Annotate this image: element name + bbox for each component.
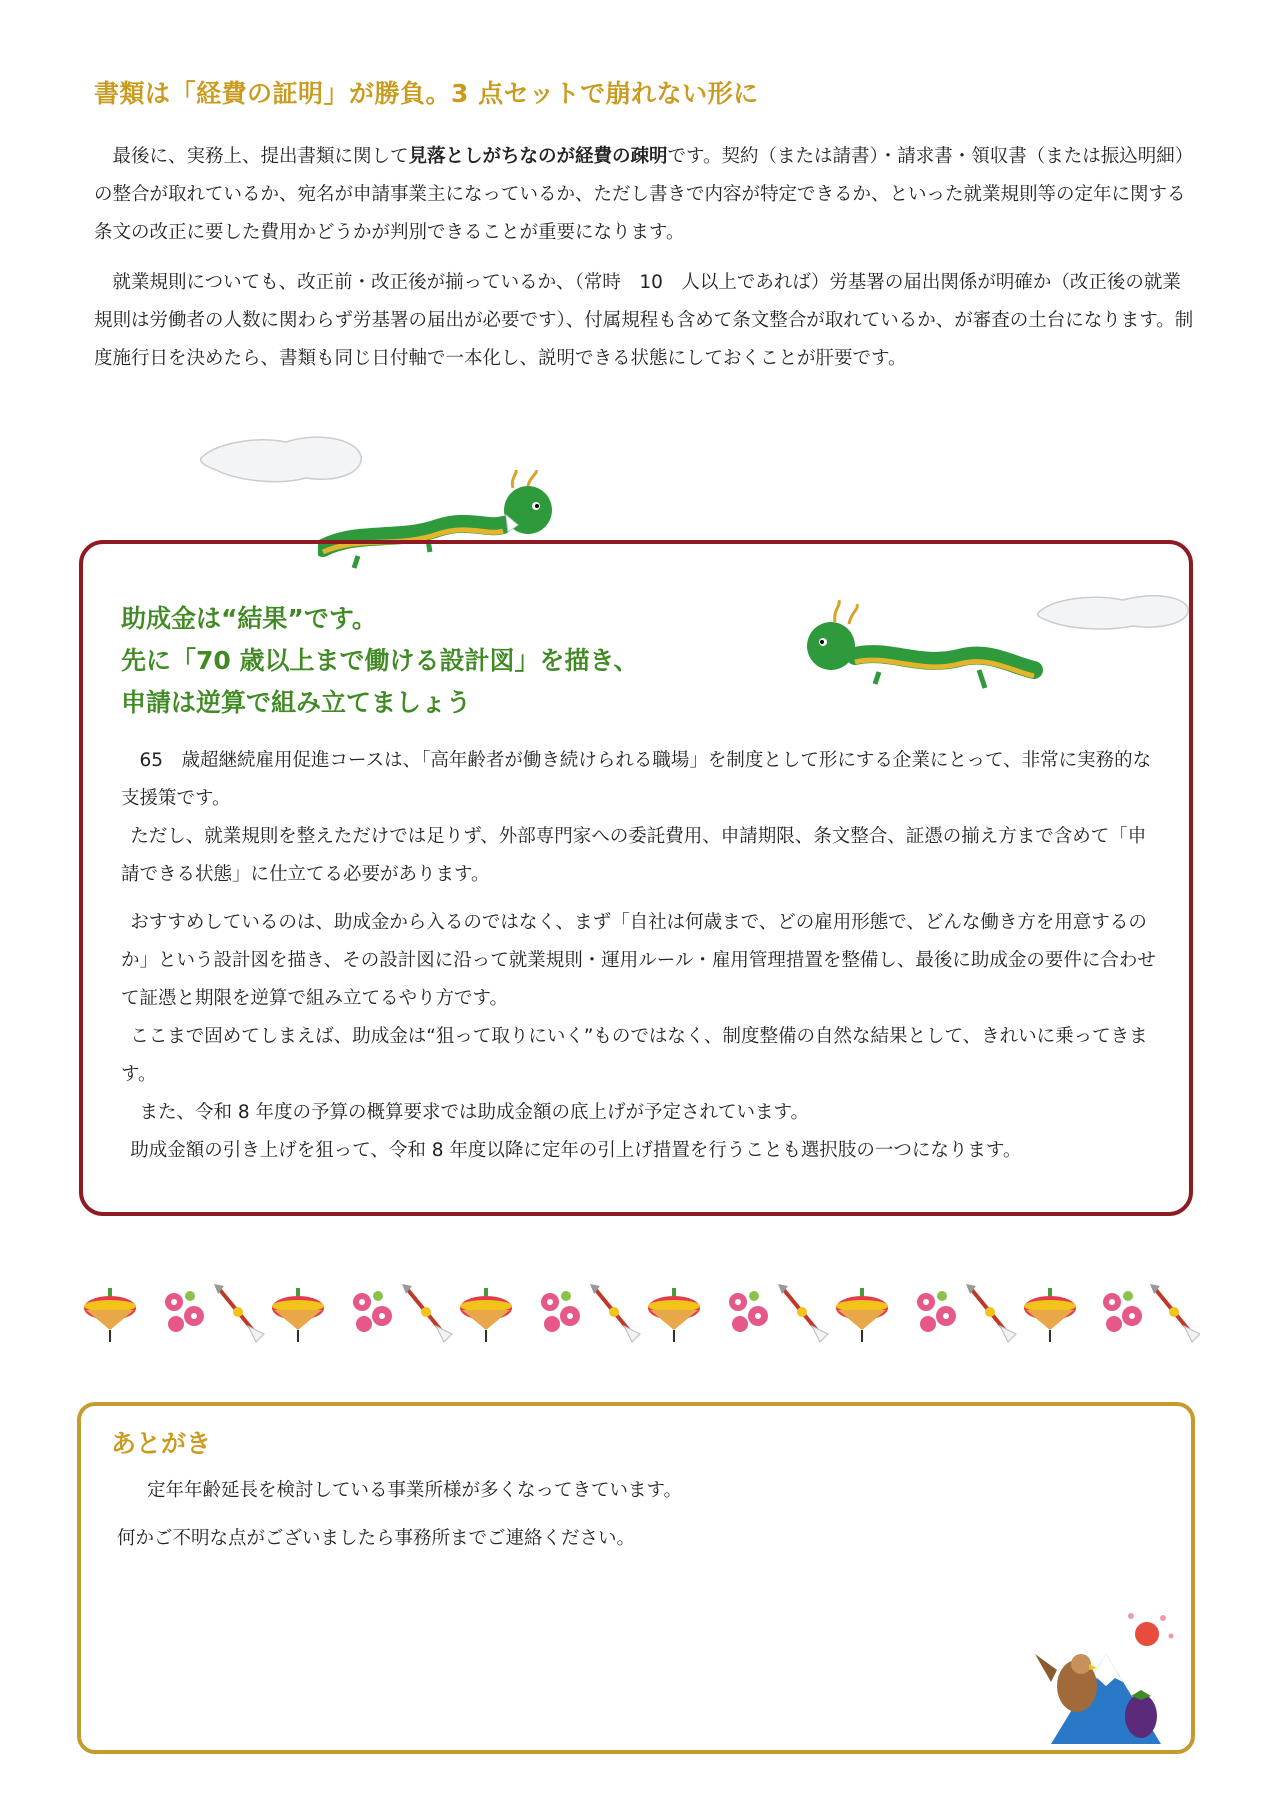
box-title	[121, 598, 639, 724]
cloud-illustration	[1033, 588, 1193, 636]
section-heading: 書類は「経費の証明」が勝負。3 点セットで崩れない形に	[94, 79, 759, 108]
paragraph: また、令和 8 年度の予算の概算要求では助成金額の底上げが予定されています。	[139, 1102, 810, 1123]
afterword-line: 何かご不明な点がございましたら事務所までご連絡ください。	[117, 1528, 636, 1549]
paragraph-evidence	[94, 138, 1194, 252]
paragraph: ここまで固めてしまえば、助成金は“狙って取りにいく”ものではなく、制度整備の自然な結果として、きれいに乗ってきます。	[121, 1026, 1148, 1085]
box-body	[121, 742, 1161, 1170]
bold-text: 見落としがちなのが経費の疎明	[408, 146, 668, 167]
paragraph: おすすめしているのは、助成金から入るのではなく、まず「自社は何歳まで、どの雇用形態で、どんな働き方を用意するのか」という設計図を描き、その設計図に沿って就業規則・運用ルール・雇用管理措置を整備し、最後に助成金の要件に合わせて証憑と期限を逆算で組み立てるやり方です。	[121, 912, 1156, 1009]
paragraph-rules: 就業規則についても、改正前・改正後が揃っているか、（常時 10 人以上であれば）労基署の届出関係が明確か（改正後の就業規則は労働者の人数に関わらず労基署の届出が必要です）、付属規程も含めて条文整合が取れているか、が審査の土台になります。制度施行日を決めたら、書類も同じ日付軸で一本化し、説明できる状態にしておくことが肝要です。	[94, 272, 1194, 369]
title-line: 助成金は“結果”です。	[121, 604, 377, 633]
text-span: です。契約（または請書）・請求書・領収書（または振込明細）の整合が取れているか、宛名が申請事業主になっているか、ただし書きで内容が特定できるか、といった就業規則等の定年に関する条文の改正に要した費用かどうかが判別できることが重要になります。	[94, 146, 1194, 243]
text-span: 最後に、実務上、提出書類に関して	[112, 146, 409, 167]
paragraph: ただし、就業規則を整えただけでは足りず、外部専門家への委託費用、申請期限、条文整合、証憑の揃え方まで含めて「申請できる状態」に仕立てる必要があります。	[121, 826, 1147, 885]
decorative-border	[80, 1280, 1200, 1350]
title-line: 申請は逆算で組み立てましょう	[121, 688, 472, 717]
afterword-box	[77, 1402, 1195, 1754]
dragon-illustration	[789, 598, 1049, 698]
title-line: 先に「70 歳以上まで働ける設計図」を描き、	[121, 646, 639, 675]
paragraph: 65 歳超継続雇用促進コースは、「高年齢者が働き続けられる職場」を制度として形にする企業にとって、非常に実務的な支援策です。	[121, 750, 1152, 809]
afterword-title: あとがき	[111, 1429, 212, 1458]
afterword-line: 定年年齢延長を検討している事業所様が多くなってきています。	[147, 1480, 683, 1501]
hatsuyume-illustration	[1031, 1604, 1181, 1749]
subsidy-box	[79, 540, 1193, 1216]
paragraph: 助成金額の引き上げを狙って、令和 8 年度以降に定年の引上げ措置を行うことも選択肢の一つになります。	[130, 1140, 1022, 1161]
section-evidence	[94, 74, 1194, 390]
